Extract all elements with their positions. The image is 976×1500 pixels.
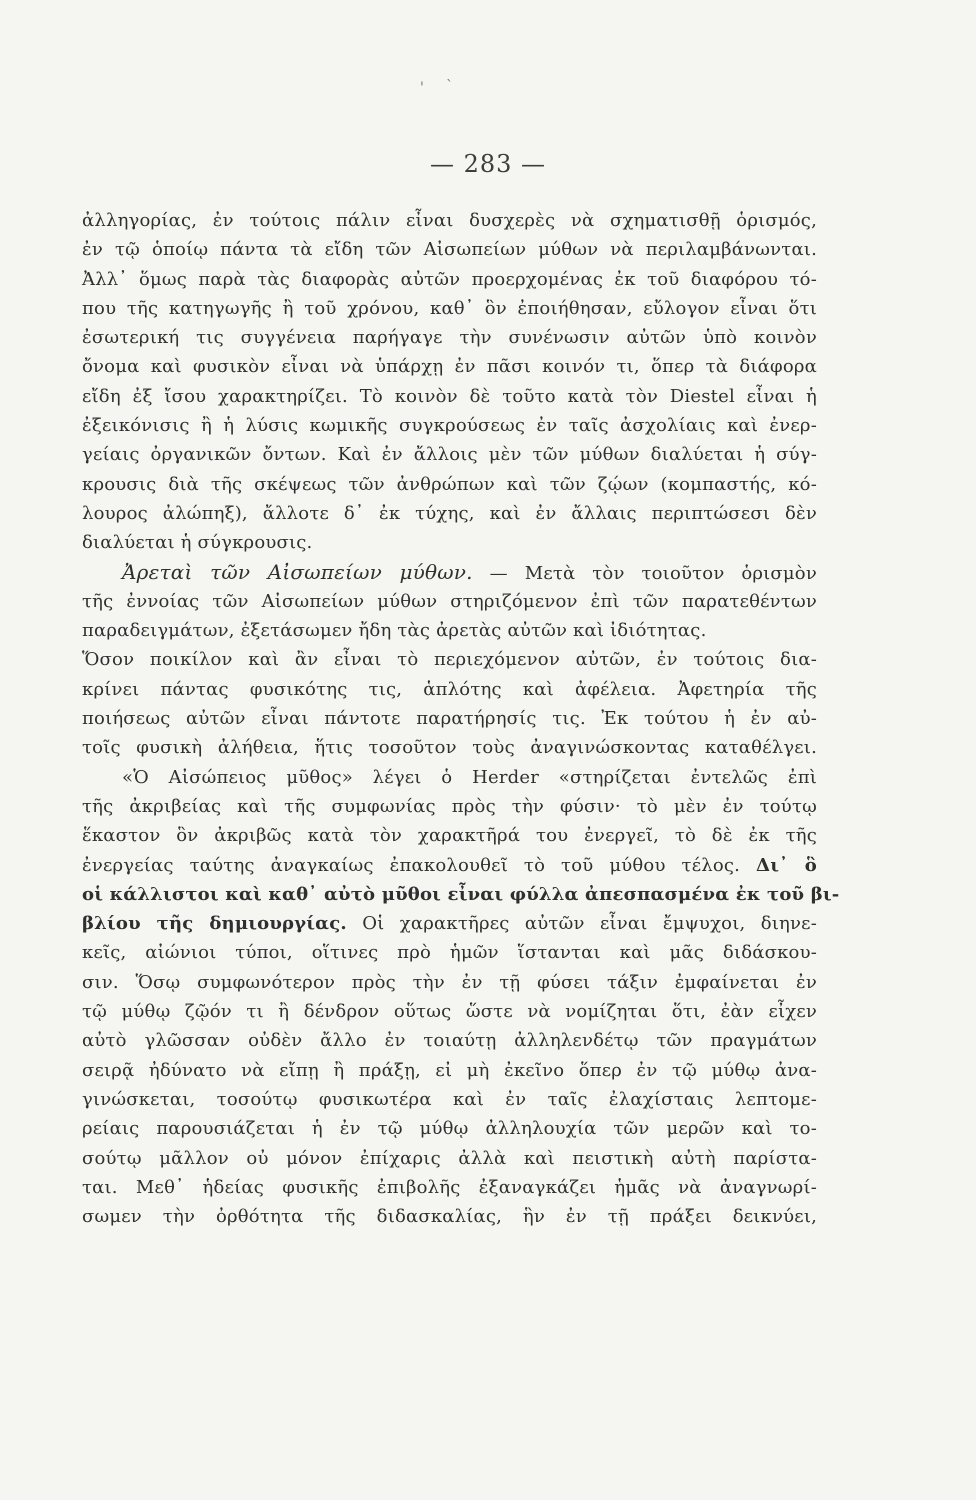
- text-fragment: Οἱ χαρακτῆρες αὐτῶν εἶναι ἔμψυχοι, διηνε-: [362, 913, 817, 935]
- scan-tick-mark: ': [420, 80, 424, 96]
- text-line: κρίνει πάντας φυσικότης τις, ἁπλότης καὶ ἀφέλεια. Ἀφετηρία τῆς: [82, 678, 817, 700]
- text-line: διαλύεται ἡ σύγκρουσις.: [82, 532, 313, 554]
- text-line: Ὅσον ποικίλον καὶ ἂν εἶναι τὸ περιεχόμενον αὐτῶν, ἐν τούτοις δια-: [82, 649, 817, 671]
- text-line: σειρᾷ ἠδύνατο νὰ εἴπῃ ἢ πράξῃ, εἰ μὴ ἐκεῖνο ὅπερ ἐν τῷ μύθῳ ἀνα-: [82, 1059, 817, 1081]
- text-line: κρουσις διὰ τῆς σκέψεως τῶν ἀνθρώπων καὶ τῶν ζῴων (κομπαστής, κό-: [82, 473, 817, 495]
- text-fragment: ἐνεργείας ταύτης ἀναγκαίως ἐπακολουθεῖ τὸ τοῦ μύθου τέλος.: [82, 854, 741, 876]
- text-line: ἕκαστον ὃν ἀκριβῶς κατὰ τὸν χαρακτῆρά του ἐνεργεῖ, τὸ δὲ ἐκ τῆς: [82, 825, 817, 847]
- text-line: γινώσκεται, τοσούτῳ φυσικωτέρα καὶ ἐν ταῖς ἐλαχίσταις λεπτομε-: [82, 1088, 817, 1110]
- body-text: [82, 206, 840, 1231]
- text-line: ἀλληγορίας, ἐν τούτοις πάλιν εἶναι δυσχερὲς νὰ σχηματισθῇ ὁρισμός,: [82, 210, 817, 231]
- text-line: «Ὁ Αἰσώπειος μῦθος» λέγει ὁ Herder «στηρίζεται ἐντελῶς ἐπὶ: [122, 766, 817, 788]
- text-line: τῆς ἀκριβείας καὶ τῆς συμφωνίας πρὸς τὴν φύσιν· τὸ μὲν ἐν τούτῳ: [82, 795, 817, 817]
- text-line: παραδειγμάτων, ἐξετάσωμεν ἤδη τὰς ἀρετὰς αὐτῶν καὶ ἰδιότητας.: [82, 620, 707, 642]
- text-line: που τῆς κατηγωγῆς ἢ τοῦ χρόνου, καθ᾽ ὃν ἐποιήθησαν, εὔλογον εἶναι ὅτι: [82, 297, 817, 319]
- text-line: ποιήσεως αὐτῶν εἶναι πάντοτε παρατήρησίς τις. Ἐκ τούτου ἡ ἐν αὐ-: [82, 708, 817, 730]
- text-line: ἐσωτερική τις συγγένεια παρήγαγε τὴν συνένωσιν αὐτῶν ὑπὸ κοινὸν: [82, 327, 817, 349]
- text-line: κεῖς, αἰώνιοι τύποι, οἵτινες πρὸ ἡμῶν ἵστανται καὶ μᾶς διδάσκου-: [82, 942, 817, 964]
- text-line: αὐτὸ γλῶσσαν οὐδὲν ἄλλο ἐν τοιαύτῃ ἀλληλενδέτῳ τῶν πραγμάτων: [82, 1030, 817, 1052]
- heading-continuation: — Μετὰ τὸν τοιοῦτον ὁρισμὸν: [489, 562, 817, 584]
- text-line: τοῖς φυσικὴ ἀλήθεια, ἥτις τοσοῦτον τοὺς ἀναγινώσκοντας καταθέλγει.: [82, 737, 817, 759]
- bold-fragment: βλίου τῆς δημιουργίας.: [82, 913, 347, 935]
- text-line: εἴδη ἐξ ἴσου χαρακτηρίζει. Τὸ κοινὸν δὲ τοῦτο κατὰ τὸν Diestel εἶναι ἡ: [82, 385, 817, 407]
- text-line: Ἀλλ᾽ ὅμως παρὰ τὰς διαφορὰς αὐτῶν προερχομένας ἐκ τοῦ διαφόρου τό-: [82, 268, 817, 290]
- section-heading: Ἀρεταὶ τῶν Αἰσωπείων μύθων.: [122, 559, 473, 584]
- bold-fragment: Δι᾽ ὃ: [756, 854, 818, 876]
- text-line: σιν. Ὅσῳ συμφωνότερον πρὸς τὴν ἐν τῇ φύσει τάξιν ἐμφαίνεται ἐν: [82, 971, 817, 993]
- section-heading-line: [82, 558, 817, 587]
- text-line: ὄνομα καὶ φυσικὸν εἶναι νὰ ὑπάρχῃ ἐν πᾶσι κοινόν τι, ὅπερ τὰ διάφορα: [82, 356, 817, 378]
- text-line: ἐν τῷ ὁποίῳ πάντα τὰ εἴδη τῶν Αἰσωπείων μύθων νὰ περιλαμβάνωνται.: [82, 239, 817, 261]
- text-line: τῆς ἐννοίας τῶν Αἰσωπείων μύθων στηριζόμενον ἐπὶ τῶν παρατεθέντων: [82, 590, 817, 612]
- text-line: τῷ μύθῳ ζῷόν τι ἢ δένδρον οὕτως ὥστε νὰ νομίζηται ὅτι, ἐὰν εἶχεν: [82, 1001, 817, 1023]
- mixed-line: [82, 851, 817, 880]
- bold-text-line: οἱ κάλλιστοι καὶ καθ᾽ αὐτὸ μῦθοι εἶναι φύλλα ἀπεσπασμένα ἐκ τοῦ βι-: [82, 883, 840, 905]
- text-line: ἐξεικόνισις ἢ ἡ λύσις κωμικῆς συγκρούσεως ἐν ταῖς ἀσχολίαις καὶ ἐνερ-: [82, 415, 817, 437]
- page-number: — 283 —: [429, 150, 547, 178]
- text-line: γείαις ὀργανικῶν ὄντων. Καὶ ἐν ἄλλοις μὲν τῶν μύθων διαλύεται ἡ σύγ-: [82, 444, 817, 466]
- text-line: ται. Μεθ᾽ ἡδείας φυσικῆς ἐπιβολῆς ἐξαναγκάζει ἡμᾶς νὰ ἀναγνωρί-: [82, 1176, 817, 1198]
- text-line: σωμεν τὴν ὀρθότητα τῆς διδασκαλίας, ἣν ἐν τῇ πράξει δεικνύει,: [82, 1206, 817, 1228]
- text-line: σούτῳ μᾶλλον οὐ μόνον ἐπίχαρις ἀλλὰ καὶ πειστικὴ αὐτὴ παρίστα-: [82, 1147, 817, 1169]
- text-line: λουρος ἀλώπηξ), ἄλλοτε δ᾽ ἐκ τύχης, καὶ ἐν ἄλλαις περιπτώσεσι δὲν: [82, 502, 817, 524]
- text-line: ρείαις παρουσιάζεται ἡ ἐν τῷ μύθῳ ἀλληλουχία τῶν μερῶν καὶ το-: [82, 1118, 817, 1140]
- mixed-line: [82, 909, 817, 938]
- scan-dot-mark: ˎ: [446, 66, 453, 82]
